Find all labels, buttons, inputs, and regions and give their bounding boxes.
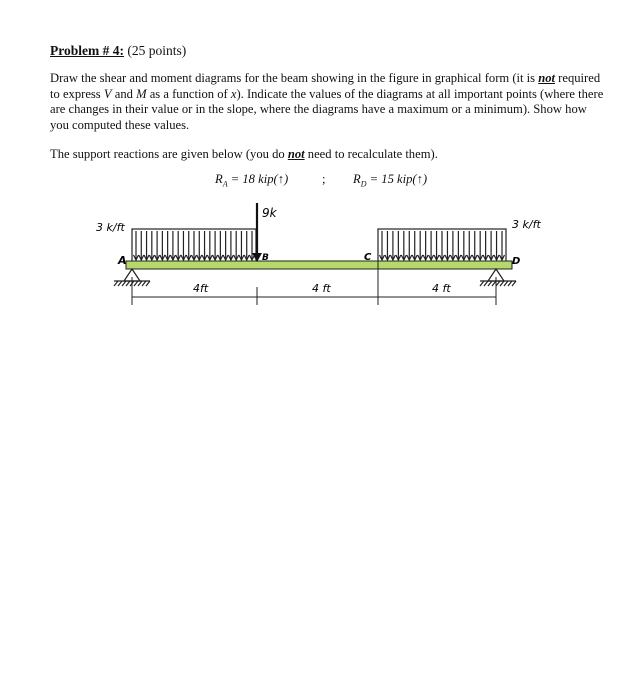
instructions-text: required to express — [50, 71, 601, 101]
span-label-cd: 4 ft — [432, 282, 451, 295]
instructions-text: need to recalculate them). — [304, 147, 438, 161]
reaction-subscript: D — [360, 179, 367, 189]
ground-hatch — [138, 281, 142, 286]
ground-hatch — [488, 281, 492, 286]
emphasis-not: not — [538, 71, 556, 85]
reaction-symbol: R — [353, 172, 361, 186]
reaction-a — [215, 172, 288, 189]
beam-figure — [0, 195, 627, 325]
ground-hatch — [508, 281, 512, 286]
reaction-d — [353, 172, 427, 189]
ground-hatch — [504, 281, 508, 286]
emphasis-not: not — [287, 147, 305, 161]
label-c: C — [364, 252, 372, 263]
load-label-left: 3 k/ft — [96, 221, 125, 234]
problem-label: Problem # 4: — [50, 43, 124, 58]
instructions-paragraph — [50, 71, 605, 133]
instructions-text: and — [111, 86, 137, 101]
span-label-ab: 4ft — [193, 282, 209, 295]
instructions-text: Draw the shear and moment diagrams for the beam showing in the figure in graphical form (it is — [50, 71, 539, 85]
roller-support-d — [480, 269, 516, 286]
instructions-text: as a function of — [146, 86, 231, 101]
ground-hatch — [118, 281, 122, 286]
reaction-a-value: = 18 kip(↑) — [227, 172, 289, 186]
ground-hatch — [134, 281, 138, 286]
point-load-label: 9k — [262, 206, 277, 220]
variable-m: M — [136, 86, 147, 101]
span-label-bc: 4 ft — [312, 282, 331, 295]
instructions-text: The support reactions are given below (you do — [50, 147, 288, 161]
problem-title — [50, 43, 186, 59]
ground-hatch — [492, 281, 496, 286]
ground-hatch — [146, 281, 150, 286]
reactions-intro — [50, 147, 605, 163]
load-label-right: 3 k/ft — [512, 218, 541, 231]
reaction-symbol: R — [215, 172, 223, 186]
reaction-d-value: = 15 kip(↑) — [366, 172, 428, 186]
ground-hatch — [142, 281, 146, 286]
ground-hatch — [496, 281, 500, 286]
reaction-subscript: A — [222, 179, 228, 189]
variable-v: V — [103, 86, 112, 101]
instructions-text: ). Indicate the values of the diagrams at all important points (where there are changes in their value or in the slope, where the diagrams have a maximum or a minimum). Show how you computed these values. — [50, 86, 604, 132]
ground-hatch — [122, 281, 126, 286]
ground-hatch — [480, 281, 484, 286]
label-a: A — [118, 254, 127, 267]
label-b: B — [262, 253, 269, 263]
variable-x: x — [230, 86, 237, 101]
ground-hatch — [500, 281, 504, 286]
beam — [126, 261, 512, 269]
reaction-separator: ; — [322, 172, 326, 186]
problem-points: (25 points) — [124, 43, 187, 58]
ground-hatch — [114, 281, 118, 286]
label-d: D — [512, 256, 521, 267]
ground-hatch — [512, 281, 516, 286]
ground-hatch — [126, 281, 130, 286]
ground-hatch — [484, 281, 488, 286]
